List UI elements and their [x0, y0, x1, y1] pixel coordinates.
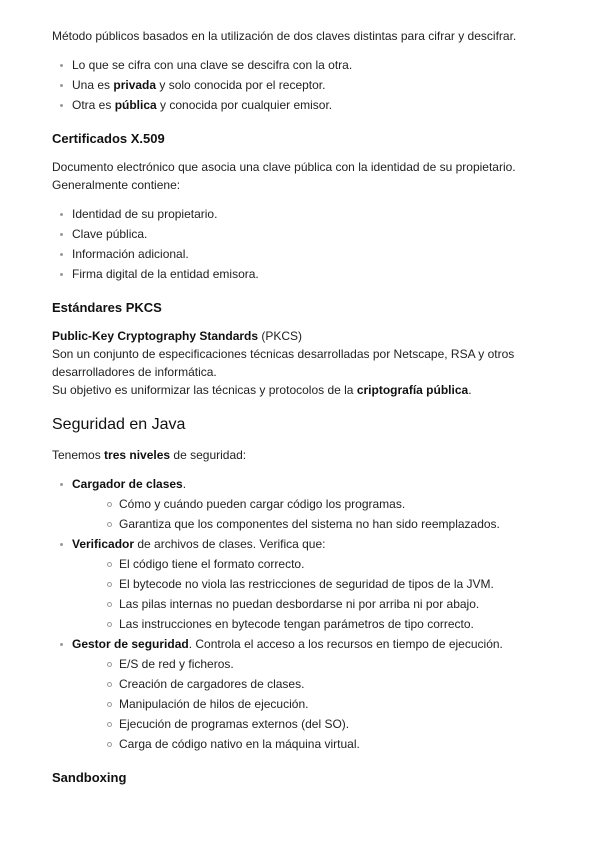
sub-list-item: Garantiza que los componentes del sistema no han sido reemplazados. — [72, 514, 552, 534]
section-heading-pkcs: Estándares PKCS — [52, 300, 162, 315]
sub-list-item: El bytecode no viola las restricciones de seguridad de tipos de la JVM. — [72, 574, 552, 594]
x509-contains-label: Generalmente contiene: — [52, 178, 181, 192]
pkcs-description: Son un conjunto de especificaciones técnicas desarrolladas por Netscape, RSA y otros — [52, 347, 515, 361]
pkcs-description-cont: desarrolladores de informática. — [52, 365, 217, 379]
security-levels-list — [52, 474, 552, 754]
list-item: Clave pública. — [52, 224, 552, 244]
sub-list-item: Creación de cargadores de clases. — [72, 674, 552, 694]
intro-paragraph: Método públicos basados en la utilización de dos claves distintas para cifrar y descifrar. — [52, 29, 517, 43]
list-item: Verificador de archivos de clases. Verifica que: El código tiene el formato correcto. El bytecode no viola las restricciones de seguridad de tipos de la JVM. Las pilas internas no puedan desbordarse ni por arriba ni por abajo. Las instrucciones en bytecode tengan parámetros de tipo correcto. — [52, 534, 552, 634]
sub-list — [72, 554, 552, 634]
section-heading-x509: Certificados X.509 — [52, 131, 165, 146]
sub-list-item: El código tiene el formato correcto. — [72, 554, 552, 574]
section-heading-java: Seguridad en Java — [52, 416, 186, 433]
sub-list-item: Cómo y cuándo pueden cargar código los programas. — [72, 494, 552, 514]
list-item: Lo que se cifra con una clave se descifra con la otra. — [52, 55, 552, 75]
list-item: Una es privada y solo conocida por el receptor. — [52, 75, 552, 95]
sub-list-item: Las instrucciones en bytecode tengan parámetros de tipo correcto. — [72, 614, 552, 634]
pkcs-name: Public-Key Cryptography Standards (PKCS) — [52, 329, 303, 343]
sub-list-item: Manipulación de hilos de ejecución. — [72, 694, 552, 714]
list-item: Identidad de su propietario. — [52, 204, 552, 224]
x509-description: Documento electrónico que asocia una clave pública con la identidad de su propietario. — [52, 160, 516, 174]
java-intro: Tenemos tres niveles de seguridad: — [52, 448, 247, 462]
list-item: Gestor de seguridad. Controla el acceso a los recursos en tiempo de ejecución. E/S de red y ficheros. Creación de cargadores de clases. Manipulación de hilos de ejecución. Ejecución de programas externos (del SO). Carga de código nativo en la máquina virtual. — [52, 634, 552, 754]
sub-list-item: Carga de código nativo en la máquina virtual. — [72, 734, 552, 754]
sub-list — [72, 494, 552, 534]
pkcs-objective: Su objetivo es uniformizar las técnicas y protocolos de la criptografía pública. — [52, 383, 472, 397]
document-content — [52, 27, 552, 797]
x509-contents-list — [52, 204, 552, 284]
sub-list-item: Las pilas internas no puedan desbordarse ni por arriba ni por abajo. — [72, 594, 552, 614]
list-item: Otra es pública y conocida por cualquier emisor. — [52, 95, 552, 115]
section-heading-sandboxing: Sandboxing — [52, 770, 127, 785]
sub-list-item: Ejecución de programas externos (del SO). — [72, 714, 552, 734]
key-properties-list — [52, 55, 552, 115]
sub-list-item: E/S de red y ficheros. — [72, 654, 552, 674]
list-item: Cargador de clases. Cómo y cuándo pueden cargar código los programas. Garantiza que los componentes del sistema no han sido reemplazados. — [52, 474, 552, 534]
sub-list — [72, 654, 552, 754]
list-item: Firma digital de la entidad emisora. — [52, 264, 552, 284]
list-item: Información adicional. — [52, 244, 552, 264]
